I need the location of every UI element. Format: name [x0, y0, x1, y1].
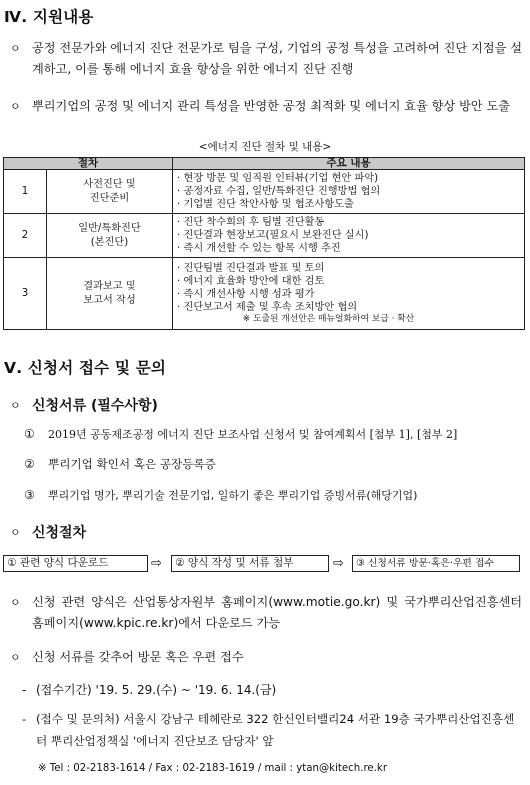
- bullet-marker: ㅇ: [10, 399, 21, 412]
- flow-step-fill: ② 양식 작성 및 서류 첨부: [171, 555, 329, 572]
- table-header-row: [4, 158, 525, 170]
- step-line: 보고서 작성: [83, 294, 136, 306]
- support-bullet-1: [10, 38, 522, 80]
- flow-step-download: ① 관련 양식 다운로드: [3, 555, 148, 572]
- procedure-title-text: 신청절차: [32, 525, 87, 541]
- table-row: [4, 258, 525, 330]
- row-step: [47, 170, 173, 214]
- item-text: 2019년 공동제조공정 에너지 진단 보조사업 신청서 및 참여계획서 [첨부 1], [첨부 2]: [48, 428, 458, 441]
- section-4-title: Ⅳ. 지원내용: [4, 8, 94, 26]
- step-line: 결과보고 및: [83, 280, 136, 292]
- content-line: · 에너지 효율화 방안에 대한 검토: [177, 275, 325, 287]
- support-bullet-2: [10, 96, 522, 117]
- row-number: 2: [4, 214, 47, 258]
- bullet-marker: ㅇ: [10, 100, 21, 113]
- procedure-title: [10, 522, 86, 542]
- content-line: · 공정자료 수집, 일반/특화진단 진행방법 협의: [177, 185, 381, 197]
- row-number: 1: [4, 170, 47, 214]
- procedure-bullet-1: [10, 592, 522, 634]
- item-marker: ③: [24, 488, 35, 502]
- bullet-marker: ㅇ: [10, 42, 21, 55]
- documents-title-text: 신청서류 (필수사항): [32, 398, 158, 414]
- step-line: (본진단): [90, 236, 129, 248]
- table-row: [4, 170, 525, 214]
- procedure-bullet-text: 신청 관련 양식은 산업통상자원부 홈페이지(www.motie.go.kr) 및 국가뿌리산업진흥센터 홈페이지(www.kpic.re.kr)에서 다운로드 가능: [32, 595, 522, 630]
- row-contents: [173, 170, 525, 214]
- content-note: ※ 도출된 개선안은 매뉴얼화하여 보급 · 확산: [242, 313, 415, 324]
- content-line: · 현장 방문 및 임직원 인터뷰(기업 현안 파악): [177, 172, 379, 184]
- header-procedure: 절차: [4, 158, 173, 170]
- bullet-marker: ㅇ: [10, 651, 21, 664]
- detail-text: (접수 및 문의처) 서울시 강남구 테헤란로 322 한신인터밸리24 서관 19층 국가뿌리산업진흥센터 뿌리산업정책실 '에너지 진단보조 담당자' 앞: [36, 712, 515, 748]
- item-marker: ①: [24, 427, 35, 441]
- item-marker: ②: [24, 457, 35, 471]
- content-line: · 진단결과 현장보고(필요시 보완진단 실시): [177, 229, 369, 241]
- document-item-2: [24, 456, 524, 472]
- content-line: · 즉시 개선할 수 있는 항목 시행 추진: [177, 242, 341, 254]
- row-step: [47, 258, 173, 330]
- item-text: 뿌리기업 확인서 혹은 공장등록증: [48, 457, 216, 471]
- content-line: · 즉시 개선사항 시행 성과 평가: [177, 288, 315, 300]
- contact-detail: [22, 708, 522, 752]
- flow-arrow-icon: ⇨: [151, 556, 162, 571]
- period-detail: [22, 679, 522, 701]
- support-bullet-text: 공정 전문가와 에너지 진단 전문가로 팀을 구성, 기업의 공정 특성을 고려하여 진단 지점을 설계하고, 이를 통해 에너지 효율 향상을 위한 에너지 진단 진행: [32, 41, 522, 76]
- flow-arrow-icon: ⇨: [333, 556, 344, 571]
- dash-marker: -: [22, 712, 27, 726]
- documents-title: [10, 395, 158, 415]
- step-line: 일반/특화진단: [78, 222, 141, 234]
- procedure-bullet-text: 신청 서류를 갖추어 방문 혹은 우편 접수: [32, 650, 244, 664]
- header-contents: 주요 내용: [173, 158, 525, 170]
- content-line: · 진단 착수회의 후 팀별 진단활동: [177, 216, 325, 228]
- detail-text: (접수기간) '19. 5. 29.(수) ~ '19. 6. 14.(금): [36, 683, 277, 697]
- bullet-marker: ㅇ: [10, 526, 21, 539]
- support-bullet-text: 뿌리기업의 공정 및 에너지 관리 특성을 반영한 공정 최적화 및 에너지 효율 향상 방안 도출: [32, 99, 511, 113]
- step-line: 사전진단 및: [83, 178, 136, 190]
- contact-info: ※ Tel : 02-2183-1614 / Fax : 02-2183-1619 / mail : ytan@kitech.re.kr: [38, 763, 388, 774]
- bullet-marker: ㅇ: [10, 596, 21, 609]
- row-step: [47, 214, 173, 258]
- item-text: 뿌리기업 명가, 뿌리기술 전문기업, 일하기 좋은 뿌리기업 증빙서류(해당기업): [48, 489, 418, 502]
- flow-step-submit: ③ 신청서류 방문·혹은·우편 접수: [352, 555, 520, 572]
- document-item-1: [24, 426, 524, 442]
- content-line: · 진단팀별 진단결과 발표 및 토의: [177, 262, 325, 274]
- procedure-table: [3, 157, 525, 330]
- content-line: · 진단보고서 제출 및 후속 조치방안 협의: [177, 301, 358, 313]
- table-row: [4, 214, 525, 258]
- row-number: 3: [4, 258, 47, 330]
- table-caption: <에너지 진단 절차 및 내용>: [198, 141, 332, 153]
- row-contents: [173, 258, 525, 330]
- row-contents: [173, 214, 525, 258]
- section-5-title: Ⅴ. 신청서 접수 및 문의: [4, 359, 167, 377]
- dash-marker: -: [22, 683, 27, 697]
- procedure-bullet-2: [10, 647, 522, 668]
- document-item-3: [24, 487, 524, 503]
- content-line: · 기업별 진단 착안사항 및 협조사항도출: [177, 198, 354, 210]
- step-line: 진단준비: [89, 192, 130, 204]
